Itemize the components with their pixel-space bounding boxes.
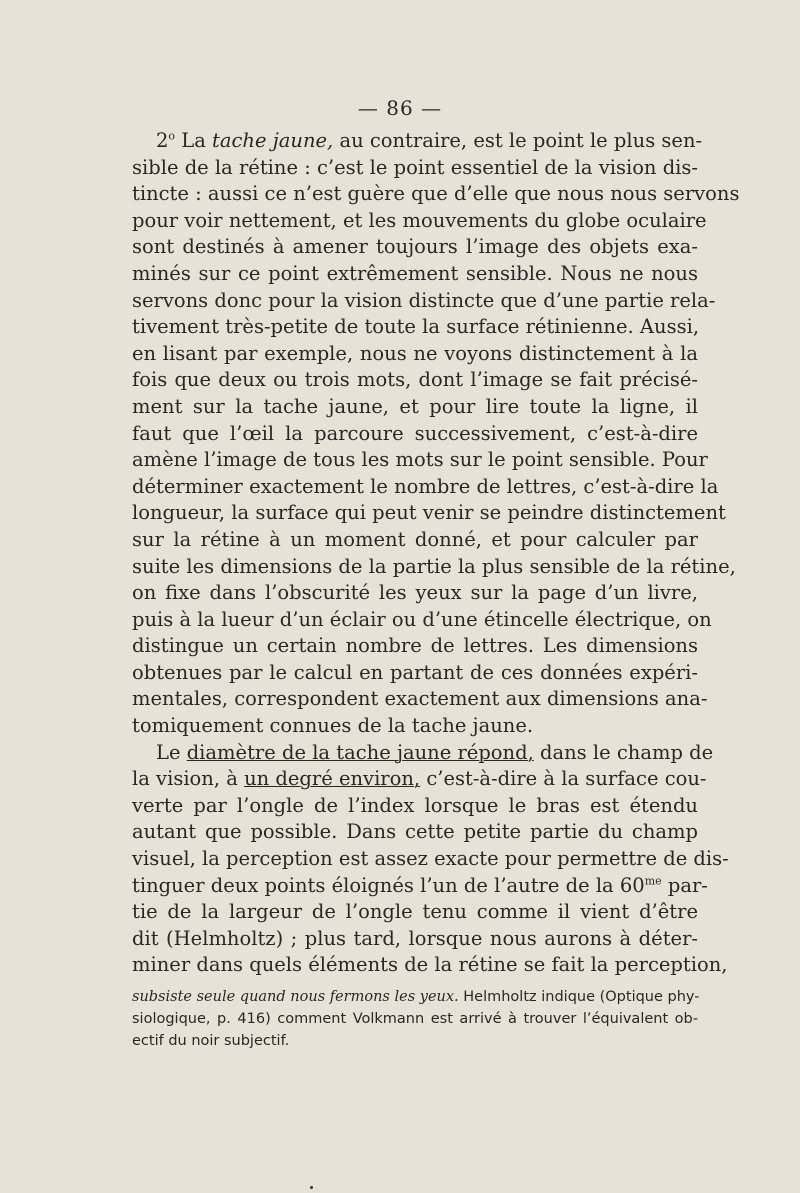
- text-line: distingue un certain nombre de lettres. Les dimensions: [132, 634, 698, 658]
- ink-speck: [310, 1186, 313, 1189]
- text-line: servons donc pour la vision distincte que d’une partie rela-: [132, 288, 716, 312]
- text-line: tinguer deux points éloignés l’un de l’autre de la $60^{me}$ par-: [132, 873, 708, 897]
- text-line: déterminer exactement le nombre de lettres, c’est-à-dire la: [132, 474, 719, 498]
- text-line: puis à la lueur d’un éclair ou d’une étincelle électrique, on: [132, 607, 712, 631]
- text-line: tivement très-petite de toute la surface rétinienne. Aussi,: [132, 315, 700, 339]
- text-line: suite les dimensions de la partie la plus sensible de la rétine,: [132, 554, 736, 578]
- text-line: 2$^o$ La tache jaune, au contraire, est le point le plus sen-: [156, 129, 703, 152]
- text-line: tincte : aussi ce n’est guère que d’elle que nous nous servons: [132, 182, 740, 206]
- text-line: visuel, la perception est assez exacte pour permettre de dis-: [132, 847, 729, 871]
- text-line: Le diamètre de la tache jaune répond, dans le champ de: [156, 740, 714, 764]
- text-line: tomiquement connues de la tache jaune.: [132, 714, 534, 738]
- footnote: [132, 986, 698, 1052]
- text-line: amène l’image de tous les mots sur le point sensible. Pour: [132, 448, 708, 472]
- text-line: pour voir nettement, et les mouvements du globe oculaire: [132, 208, 707, 232]
- text-line: ment sur la tache jaune, et pour lire toute la ligne, il: [132, 394, 698, 418]
- page-number: — 86 —: [357, 96, 443, 120]
- underlined-phrase: un degré environ,: [244, 767, 421, 791]
- text-line: sible de la rétine : c’est le point essentiel de la vision dis-: [132, 155, 699, 179]
- text-line: en lisant par exemple, nous ne voyons distinctement à la: [132, 341, 698, 365]
- text-line: sont destinés à amener toujours l’image des objets exa-: [132, 235, 698, 259]
- text-line: tie de la largeur de l’ongle tenu comme il vient d’être: [132, 900, 698, 924]
- footnote-line: ectif du noir subjectif.: [132, 1033, 290, 1049]
- footnote-line: siologique, p. 416) comment Volkmann est arrivé à trouver l’équivalent ob-: [132, 1011, 698, 1027]
- text-line: miner dans quels éléments de la rétine se fait la perception,: [132, 953, 728, 977]
- text-line: faut que l’œil la parcoure successivement, c’est-à-dire: [132, 421, 698, 445]
- footnote-line: subsiste seule quand nous fermons les yeux. Helmholtz indique (Optique phy-: [132, 989, 700, 1005]
- text-line: verte par l’ongle de l’index lorsque le bras est étendu: [132, 793, 698, 817]
- text-line: on fixe dans l’obscurité les yeux sur la page d’un livre,: [132, 581, 698, 605]
- text-line: dit (Helmholtz) ; plus tard, lorsque nous aurons à déter-: [132, 926, 698, 950]
- text-line: mentales, correspondent exactement aux dimensions ana-: [132, 687, 708, 711]
- body-text: [132, 128, 740, 979]
- text-line: la vision, à un degré environ, c’est-à-dire à la surface cou-: [132, 767, 707, 791]
- text-line: fois que deux ou trois mots, dont l’image se fait précisé-: [132, 368, 698, 392]
- text-line: autant que possible. Dans cette petite partie du champ: [132, 820, 698, 844]
- text-line: obtenues par le calcul en partant de ces données expéri-: [132, 660, 698, 684]
- text-line: longueur, la surface qui peut venir se peindre distinctement: [132, 501, 726, 525]
- underlined-phrase: diamètre de la tache jaune répond,: [186, 740, 534, 764]
- text-line: minés sur ce point extrêmement sensible. Nous ne nous: [132, 261, 698, 285]
- text-line: sur la rétine à un moment donné, et pour calculer par: [132, 527, 698, 551]
